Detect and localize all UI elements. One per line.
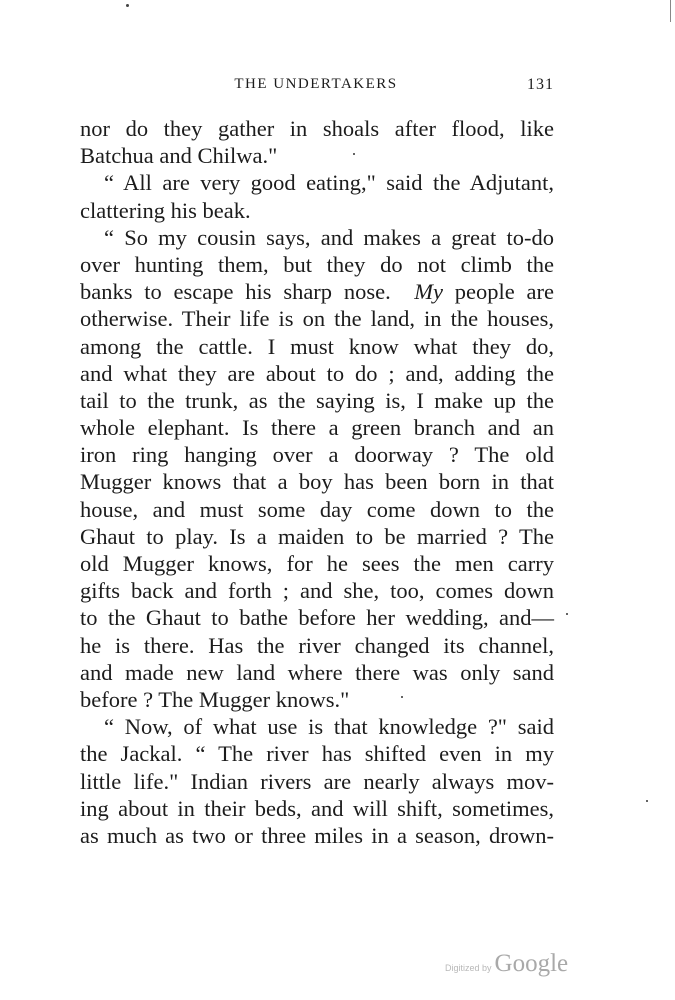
text-line: ing about in their beds, and will shift, sometimes, <box>80 795 554 821</box>
text-line: house, and must some day come down to the <box>80 496 554 522</box>
ink-speck <box>126 4 129 7</box>
ink-speck <box>353 153 355 155</box>
text-line: clattering his beak. <box>80 197 251 223</box>
text-line: he is there. Has the river changed its channel, <box>80 632 554 658</box>
text-line: “ Now, of what use is that knowledge ?" said <box>104 714 554 740</box>
body-text <box>80 115 554 849</box>
text-line: “ So my cousin says, and makes a great to-do <box>104 224 554 250</box>
text-line: old Mugger knows, for he sees the men carry <box>80 551 554 576</box>
italic-word: My <box>414 279 443 305</box>
watermark-prefix: Digitized by <box>445 963 492 973</box>
page-edge-mark <box>670 0 671 22</box>
text-line: and what they are about to do ; and, adding the <box>80 360 554 386</box>
text-line: as much as two or three miles in a season, drown- <box>80 822 554 848</box>
text-line: Mugger knows that a boy has been born in that <box>80 469 554 495</box>
google-logo: Google <box>494 950 569 977</box>
text-line: to the Ghaut to bathe before her wedding, and— <box>80 605 554 631</box>
text-line: whole elephant. Is there a green branch and an <box>80 415 554 441</box>
running-head: THE UNDERTAKERS <box>234 76 398 92</box>
text-span: people are <box>454 279 554 305</box>
page-number: 131 <box>527 76 554 93</box>
text-line: Ghaut to play. Is a maiden to be married ? The <box>80 523 554 549</box>
ink-speck <box>566 613 568 615</box>
text-line: tail to the trunk, as the saying is, I make up the <box>80 387 554 413</box>
text-line: iron ring hanging over a doorway ? The old <box>80 442 554 468</box>
text-line: “ All are very good eating," said the Adjutant, <box>104 170 554 196</box>
text-line: over hunting them, but they do not climb the <box>80 251 554 277</box>
text-line: and made new land where there was only sand <box>80 659 554 685</box>
digitized-watermark <box>445 950 568 978</box>
text-line <box>80 278 554 305</box>
text-line: before ? The Mugger knows." <box>80 686 350 712</box>
text-line: gifts back and forth ; and she, too, comes down <box>80 578 554 604</box>
text-line: the Jackal. “ The river has shifted even in my <box>80 741 554 767</box>
text-span: banks to escape his sharp nose. <box>80 279 391 305</box>
text-line: nor do they gather in shoals after flood, like <box>80 116 554 141</box>
ink-speck <box>646 800 648 802</box>
page-header <box>78 74 554 98</box>
text-line: little life." Indian rivers are nearly always mov- <box>80 768 554 794</box>
text-line: otherwise. Their life is on the land, in the houses, <box>80 306 554 332</box>
text-line: Batchua and Chilwa." <box>80 143 278 169</box>
text-line: among the cattle. I must know what they do, <box>80 333 554 359</box>
ink-speck <box>401 696 403 698</box>
